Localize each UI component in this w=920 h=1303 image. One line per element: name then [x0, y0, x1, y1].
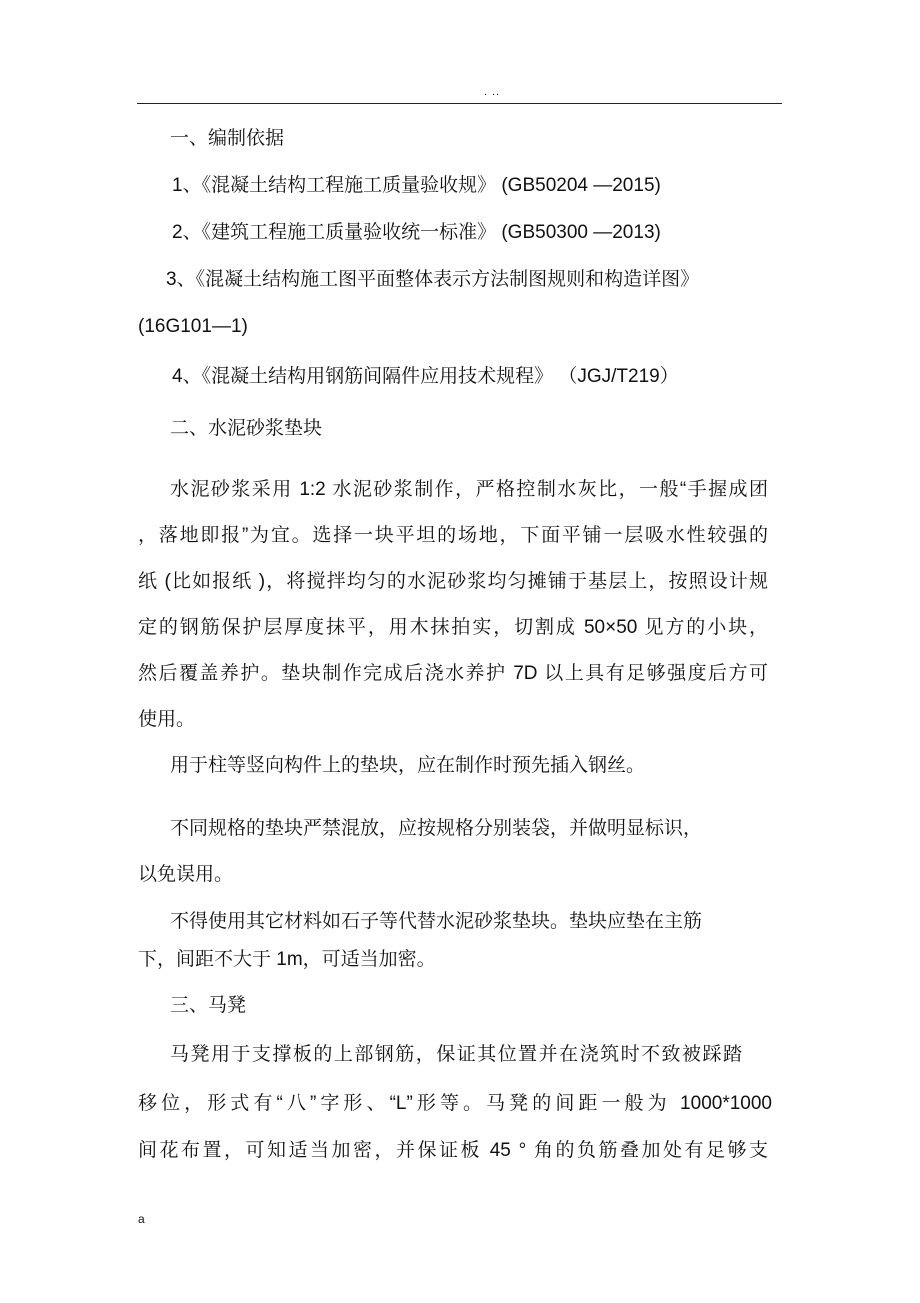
- paragraph-line: 纸 (比如报纸 )，将搅拌均匀的水泥砂浆均匀摊铺于基层上，按照设计规: [138, 571, 768, 592]
- header-rule: [137, 103, 782, 104]
- paragraph-line: 以免误用。: [138, 864, 234, 885]
- section-heading-1: 一、编制依据: [170, 128, 285, 149]
- paragraph-line: 间花布置，可知适当加密，并保证板 45 ° 角的负筋叠加处有足够支: [138, 1140, 768, 1161]
- reference-item-2: 2、《建筑工程施工质量验收统一标准》 (GB50300 —2013): [172, 222, 661, 243]
- paragraph-line: 水泥砂浆采用 1:2 水泥砂浆制作，严格控制水灰比，一般“手握成团: [170, 479, 768, 500]
- paragraph-line: 不同规格的垫块严禁混放，应按规格分别装袋，并做明显标识，: [170, 818, 703, 839]
- paragraph-line: 使用。: [138, 709, 196, 730]
- page-header-mark: . ..: [484, 86, 501, 98]
- paragraph-line: 用于柱等竖向构件上的垫块，应在制作时预先插入钢丝。: [170, 755, 646, 776]
- paragraph-line: 然后覆盖养护。垫块制作完成后浇水养护 7D 以上具有足够强度后方可: [138, 663, 768, 684]
- reference-item-3: 3、《混凝土结构施工图平面整体表示方法制图规则和构造详图》: [166, 269, 700, 290]
- paragraph-line: 定的钢筋保护层厚度抹平，用木抹拍实，切割成 50×50 见方的小块，: [138, 617, 768, 638]
- reference-item-4: 4、《混凝土结构用钢筋间隔件应用技术规程》 （JGJ/T219）: [172, 366, 679, 387]
- reference-item-1: 1、《混凝土结构工程施工质量验收规》 (GB50204 —2015): [172, 175, 661, 196]
- paragraph-line: 下，间距不大于 1m，可适当加密。: [138, 949, 436, 970]
- paragraph-line: 马凳用于支撑板的上部钢筋，保证其位置并在浇筑时不致被踩踏: [170, 1044, 742, 1065]
- page-footer-mark: a: [138, 1212, 145, 1226]
- paragraph-line: 移位，形式有“八”字形、“L”形等。马凳的间距一般为 1000*1000: [138, 1093, 772, 1114]
- section-heading-2: 二、水泥砂浆垫块: [170, 418, 323, 439]
- paragraph-line: ，落地即报”为宜。选择一块平坦的场地，下面平铺一层吸水性较强的: [138, 525, 768, 546]
- paragraph-line: 不得使用其它材料如石子等代替水泥砂浆垫块。垫块应垫在主筋: [170, 911, 703, 932]
- reference-item-3-code: (16G101—1): [138, 316, 248, 337]
- section-heading-3: 三、马凳: [170, 995, 247, 1016]
